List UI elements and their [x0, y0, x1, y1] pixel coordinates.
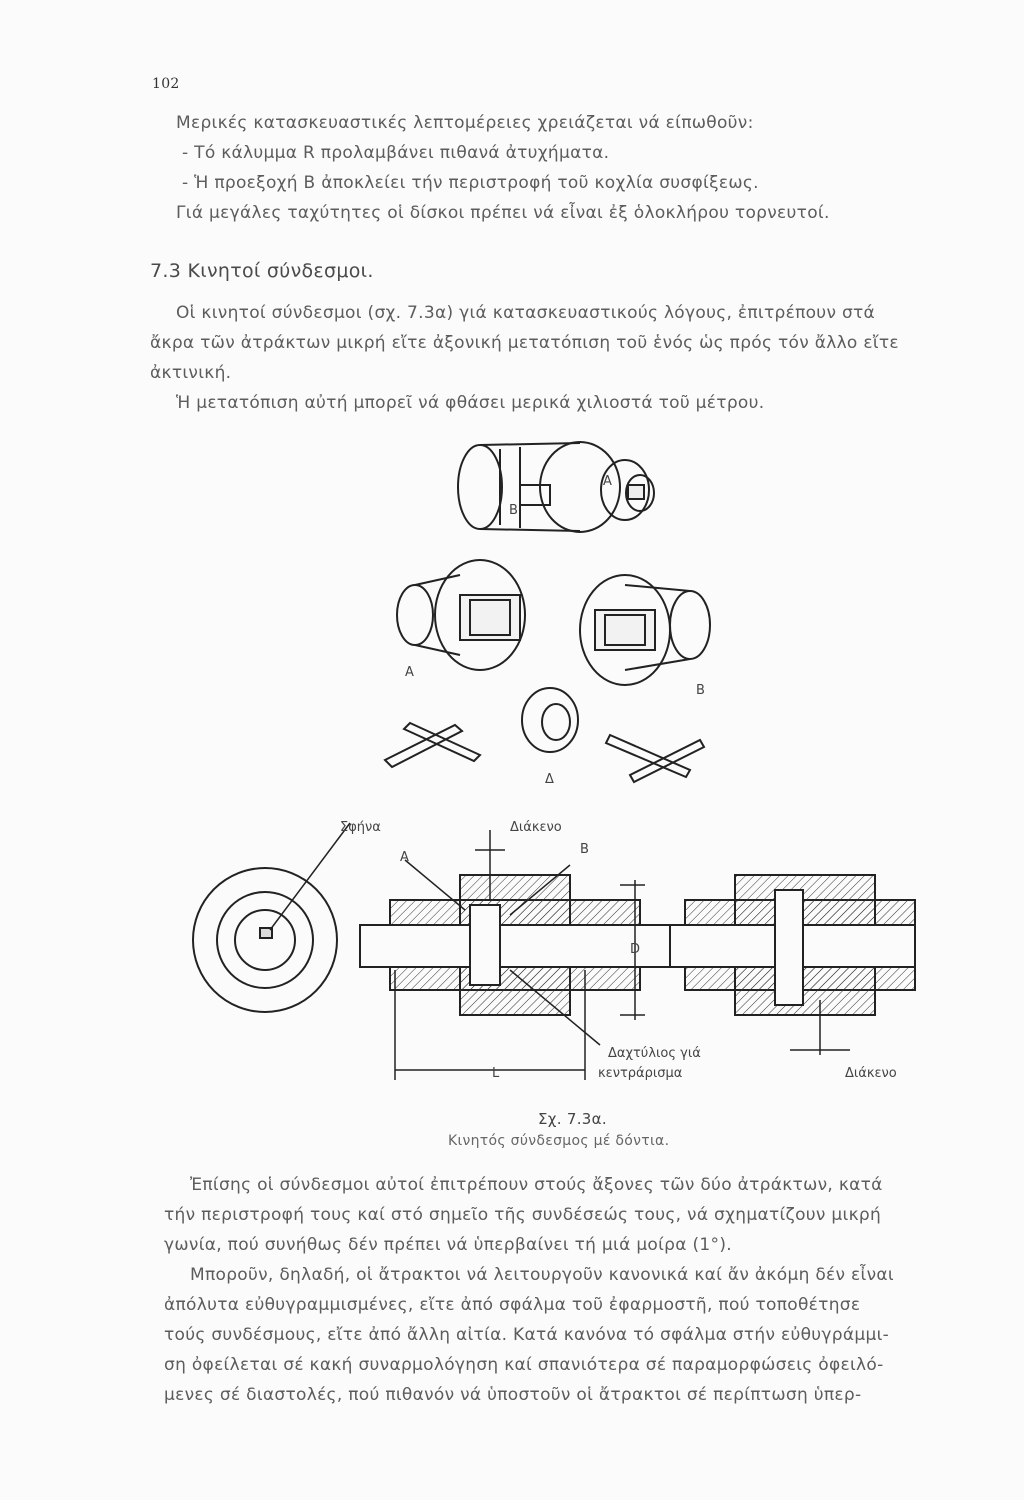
intro-lead: Μερικές κατασκευαστικές λεπτομέρειες χρειάζεται νά είπωθοῦν:	[176, 113, 754, 133]
label-B-right: Β	[696, 683, 705, 698]
label-B-top: Β	[509, 503, 518, 518]
coupling-isometric-drawing	[370, 425, 730, 785]
page-number: 102	[152, 76, 180, 92]
label-sfina: Σφήνα	[340, 820, 381, 835]
label-kentrarisma: κεντράρισμα	[598, 1066, 683, 1081]
label-diakeno-right: Διάκενο	[845, 1066, 897, 1081]
section-title: 7.3 Κινητοί σύνδεσμοι.	[150, 260, 374, 282]
para2-line3: γωνία, πού συνήθως δέν πρέπει νά ὑπερβαίνει τή μιά μοίρα (1°).	[164, 1235, 732, 1255]
para2-line1: Ἐπίσης οἱ σύνδεσμοι αὐτοί ἐπιτρέπουν στούς ἄξονες τῶν δύο ἀτράκτων, κατά	[190, 1175, 883, 1195]
label-daktylios: Δαχτύλιος γιά	[608, 1046, 701, 1061]
para1-line4: Ἡ μετατόπιση αὐτή μπορεῖ νά φθάσει μερικά χιλιοστά τοῦ μέτρου.	[176, 393, 765, 413]
coupling-section-drawing	[190, 820, 930, 1100]
para2-line2: τήν περιστροφή τους καί στό σημεῖο τῆς συνδέσεώς τους, νά σχηματίζουν μικρή	[164, 1205, 882, 1225]
para3-line2: ἀπόλυτα εὐθυγραμμισμένες, εἴτε ἀπό σφάλμα τοῦ ἐφαρμοστῆ, πού τοποθέτησε	[164, 1295, 861, 1315]
figure-caption-text: Κινητός σύνδεσμος μέ δόντια.	[448, 1133, 670, 1149]
label-L: L	[492, 1066, 500, 1081]
figure-caption-title: Σχ. 7.3α.	[538, 1110, 607, 1128]
intro-bullet-2: - Ἡ προεξοχή Β ἀποκλείει τήν περιστροφή τοῦ κοχλία συσφίξεως.	[182, 173, 759, 193]
intro-bullet-1: - Τό κάλυμμα R προλαμβάνει πιθανά ἀτυχήματα.	[182, 143, 610, 163]
para3-line5: μενες σέ διαστολές, πού πιθανόν νά ὑποστοῦν οἱ ἄτρακτοι σέ περίπτωση ὑπερ-	[164, 1385, 862, 1405]
para3-line1: Μποροῦν, δηλαδή, οἱ ἄτρακτοι νά λειτουργοῦν κανονικά καί ἄν ἀκόμη δέν εἶναι	[190, 1265, 894, 1285]
label-A-left: Α	[405, 665, 414, 680]
label-A-section: Α	[400, 850, 409, 865]
label-A-top: Α	[603, 474, 612, 489]
label-B-section: Β	[580, 842, 589, 857]
para1-line3: ἀκτινική.	[150, 363, 232, 383]
intro-closing: Γιά μεγάλες ταχύτητες οἱ δίσκοι πρέπει νά εἶναι ἐξ ὁλοκλήρου τορνευτοί.	[176, 203, 830, 223]
para1-line1: Οἱ κινητοί σύνδεσμοι (σχ. 7.3α) γιά κατασκευαστικούς λόγους, ἐπιτρέπουν στά	[176, 303, 876, 323]
para1-line2: ἄκρα τῶν ἀτράκτων μικρή εἴτε ἀξονική μετατόπιση τοῦ ἑνός ὡς πρός τόν ἄλλο εἴτε	[150, 333, 899, 353]
label-delta: Δ	[545, 772, 554, 787]
para3-line4: ση ὀφείλεται σέ κακή συναρμολόγηση καί σπανιότερα σέ παραμορφώσεις ὀφειλό-	[164, 1355, 884, 1375]
label-D: D	[630, 942, 641, 957]
para3-line3: τούς συνδέσμους, εἴτε ἀπό ἄλλη αἰτία. Κατά κανόνα τό σφάλμα στήν εὐθυγράμμι-	[164, 1325, 890, 1345]
label-diakeno-top: Διάκενο	[510, 820, 562, 835]
